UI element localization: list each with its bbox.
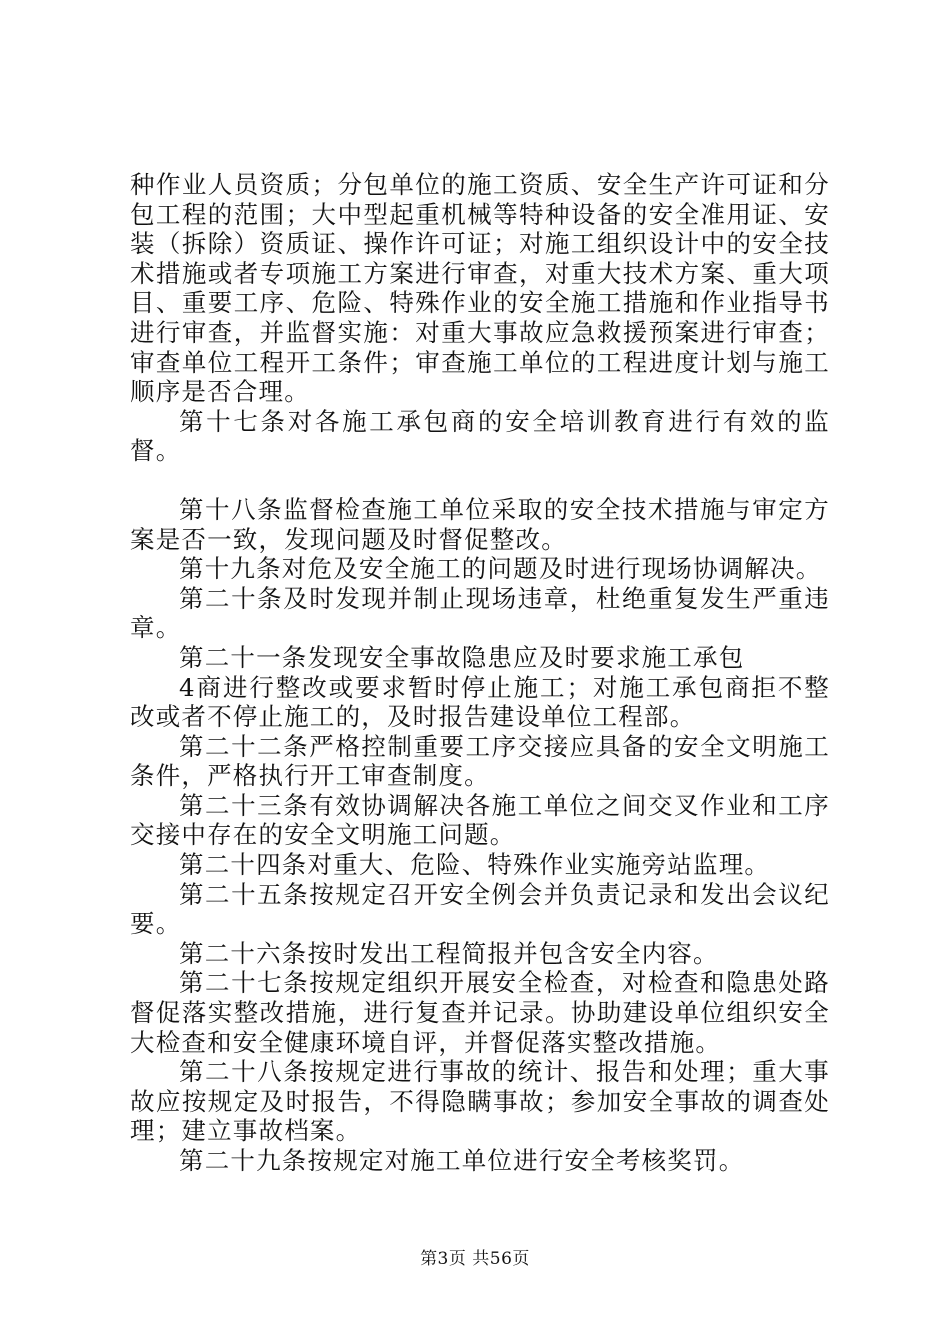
paragraph-article-24: 第二十四条对重大、危险、特殊作业实施旁站监理。 xyxy=(179,850,771,880)
document-body xyxy=(130,170,830,1176)
paragraph-article-18: 第十八条监督检查施工单位采取的安全技术措施与审定方案是否一致，发现问题及时督促整改。 xyxy=(130,494,830,554)
paragraph-article-21: 第二十一条发现安全事故隐患应及时要求施工承包 xyxy=(179,642,745,672)
paragraph-article-21-cont: 4商进行整改或要求暂时停止施工；对施工承包商拒不整改或者不停止施工的，及时报告建设单位工程部。 xyxy=(130,672,830,732)
paragraph-article-29: 第二十九条按规定对施工单位进行安全考核奖罚。 xyxy=(179,1146,745,1175)
paragraph-article-17: 第十七条对各施工承包商的安全培训教育进行有效的监督。 xyxy=(130,406,830,466)
paragraph-article-26: 第二十六条按时发出工程简报并包含安全内容。 xyxy=(179,938,719,968)
paragraph-continuation: 种作业人员资质；分包单位的施工资质、安全生产许可证和分包工程的范围；大中型起重机械等特种设备的安全准用证、安装（拆除）资质证、操作许可证；对施工组织设计中的安全技术措施或者专项施工方案进行审查，对重大技术方案、重大项目、重要工序、危险、特殊作业的安全施工措施和作业指导书进行审查，并监督实施：对重大事故应急救援预案进行审查；审查单位工程开工条件；审查施工单位的工程进度计划与施工顺序是否合理。 xyxy=(130,170,830,407)
paragraph-article-19: 第十九条对危及安全施工的问题及时进行现场协调解决。 xyxy=(179,554,822,584)
paragraph-article-27: 第二十七条按规定组织开展安全检查，对检查和隐患处路督促落实整改措施，进行复查并记录。协助建设单位组织安全大检查和安全健康环境自评，并督促落实整改措施。 xyxy=(130,968,830,1057)
paragraph-article-25: 第二十五条按规定召开安全例会并负责记录和发出会议纪要。 xyxy=(130,879,830,939)
paragraph-article-28: 第二十八条按规定进行事故的统计、报告和处理；重大事故应按规定及时报告，不得隐瞒事故；参加安全事故的调查处理；建立事故档案。 xyxy=(130,1057,830,1146)
paragraph-article-22: 第二十二条严格控制重要工序交接应具备的安全文明施工条件，严格执行开工审查制度。 xyxy=(130,731,830,791)
paragraph-article-20: 第二十条及时发现并制止现场违章，杜绝重复发生严重违章。 xyxy=(130,583,830,643)
page-number-footer: 第3页 共56页 xyxy=(420,1249,530,1269)
paragraph-article-23: 第二十三条有效协调解决各施工单位之间交叉作业和工序交接中存在的安全文明施工问题。 xyxy=(130,790,830,850)
